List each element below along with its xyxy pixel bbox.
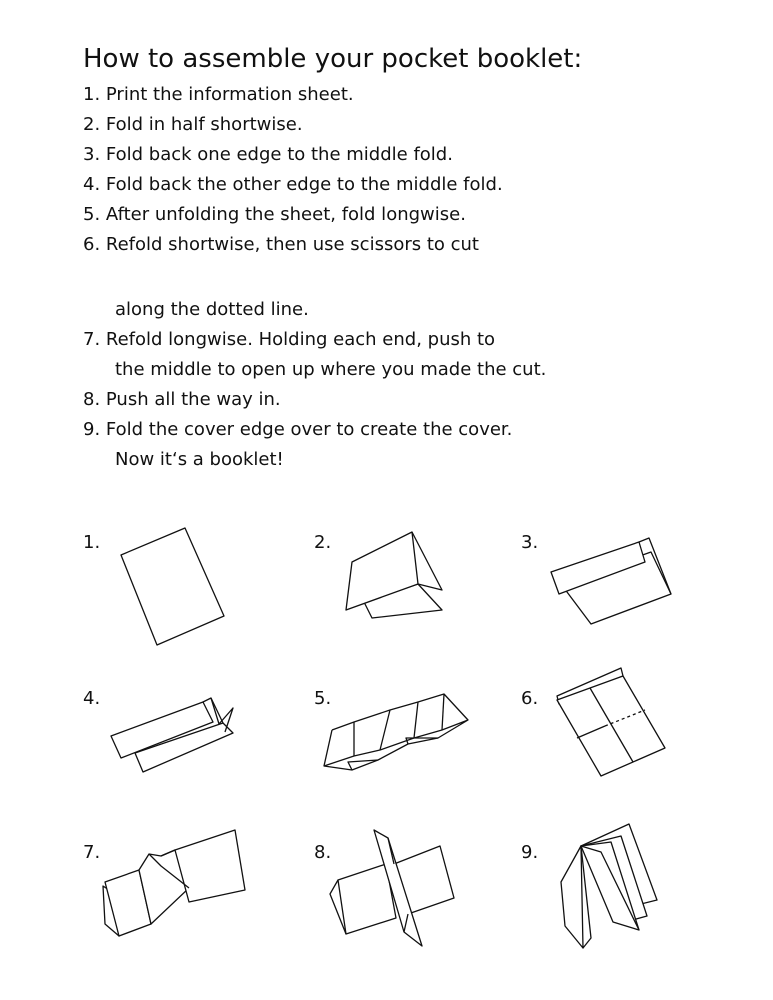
- step-3: 3. Fold back one edge to the middle fold.: [83, 144, 453, 165]
- double-edge-fold-icon: [83, 688, 303, 828]
- step-6-continued: along the dotted line.: [115, 299, 309, 320]
- flat-sheet-icon: [83, 532, 303, 672]
- step-9: 9. Fold the cover edge over to create the cover.: [83, 419, 513, 440]
- step-2: 2. Fold in half shortwise.: [83, 114, 303, 135]
- step-9-continued: Now it‘s a booklet!: [115, 449, 284, 470]
- figure-8: [314, 842, 534, 982]
- figure-2-number: 2.: [314, 532, 332, 553]
- figure-9: [521, 842, 741, 982]
- figure-8-number: 8.: [314, 842, 332, 863]
- half-fold-icon: [314, 532, 534, 672]
- step-1: 1. Print the information sheet.: [83, 84, 354, 105]
- figure-9-number: 9.: [521, 842, 539, 863]
- figure-1-number: 1.: [83, 532, 101, 553]
- figure-3: [521, 532, 741, 672]
- pushed-in-icon: [314, 842, 534, 982]
- step-5: 5. After unfolding the sheet, fold longwise.: [83, 204, 466, 225]
- cut-line-icon: [521, 688, 741, 828]
- spacer: [83, 260, 723, 295]
- figure-5: [314, 688, 534, 828]
- figure-4-number: 4.: [83, 688, 101, 709]
- push-open-icon: [83, 842, 303, 982]
- figure-6: [521, 688, 741, 828]
- longwise-fold-icon: [314, 688, 534, 828]
- step-7: 7. Refold longwise. Holding each end, push to: [83, 329, 496, 350]
- instruction-list: [83, 80, 723, 475]
- figure-2: [314, 532, 534, 672]
- finished-booklet-icon: [521, 842, 741, 982]
- figure-7: [83, 842, 303, 982]
- edge-fold-icon: [521, 532, 741, 672]
- figure-7-number: 7.: [83, 842, 101, 863]
- step-4: 4. Fold back the other edge to the middle fold.: [83, 174, 503, 195]
- figure-5-number: 5.: [314, 688, 332, 709]
- figure-1: [83, 532, 303, 672]
- step-8: 8. Push all the way in.: [83, 389, 281, 410]
- step-6: 6. Refold shortwise, then use scissors to cut: [83, 234, 479, 255]
- figure-3-number: 3.: [521, 532, 539, 553]
- figure-6-number: 6.: [521, 688, 539, 709]
- step-7-continued: the middle to open up where you made the cut.: [115, 359, 547, 380]
- page-title: How to assemble your pocket booklet:: [83, 44, 583, 74]
- figure-4: [83, 688, 303, 828]
